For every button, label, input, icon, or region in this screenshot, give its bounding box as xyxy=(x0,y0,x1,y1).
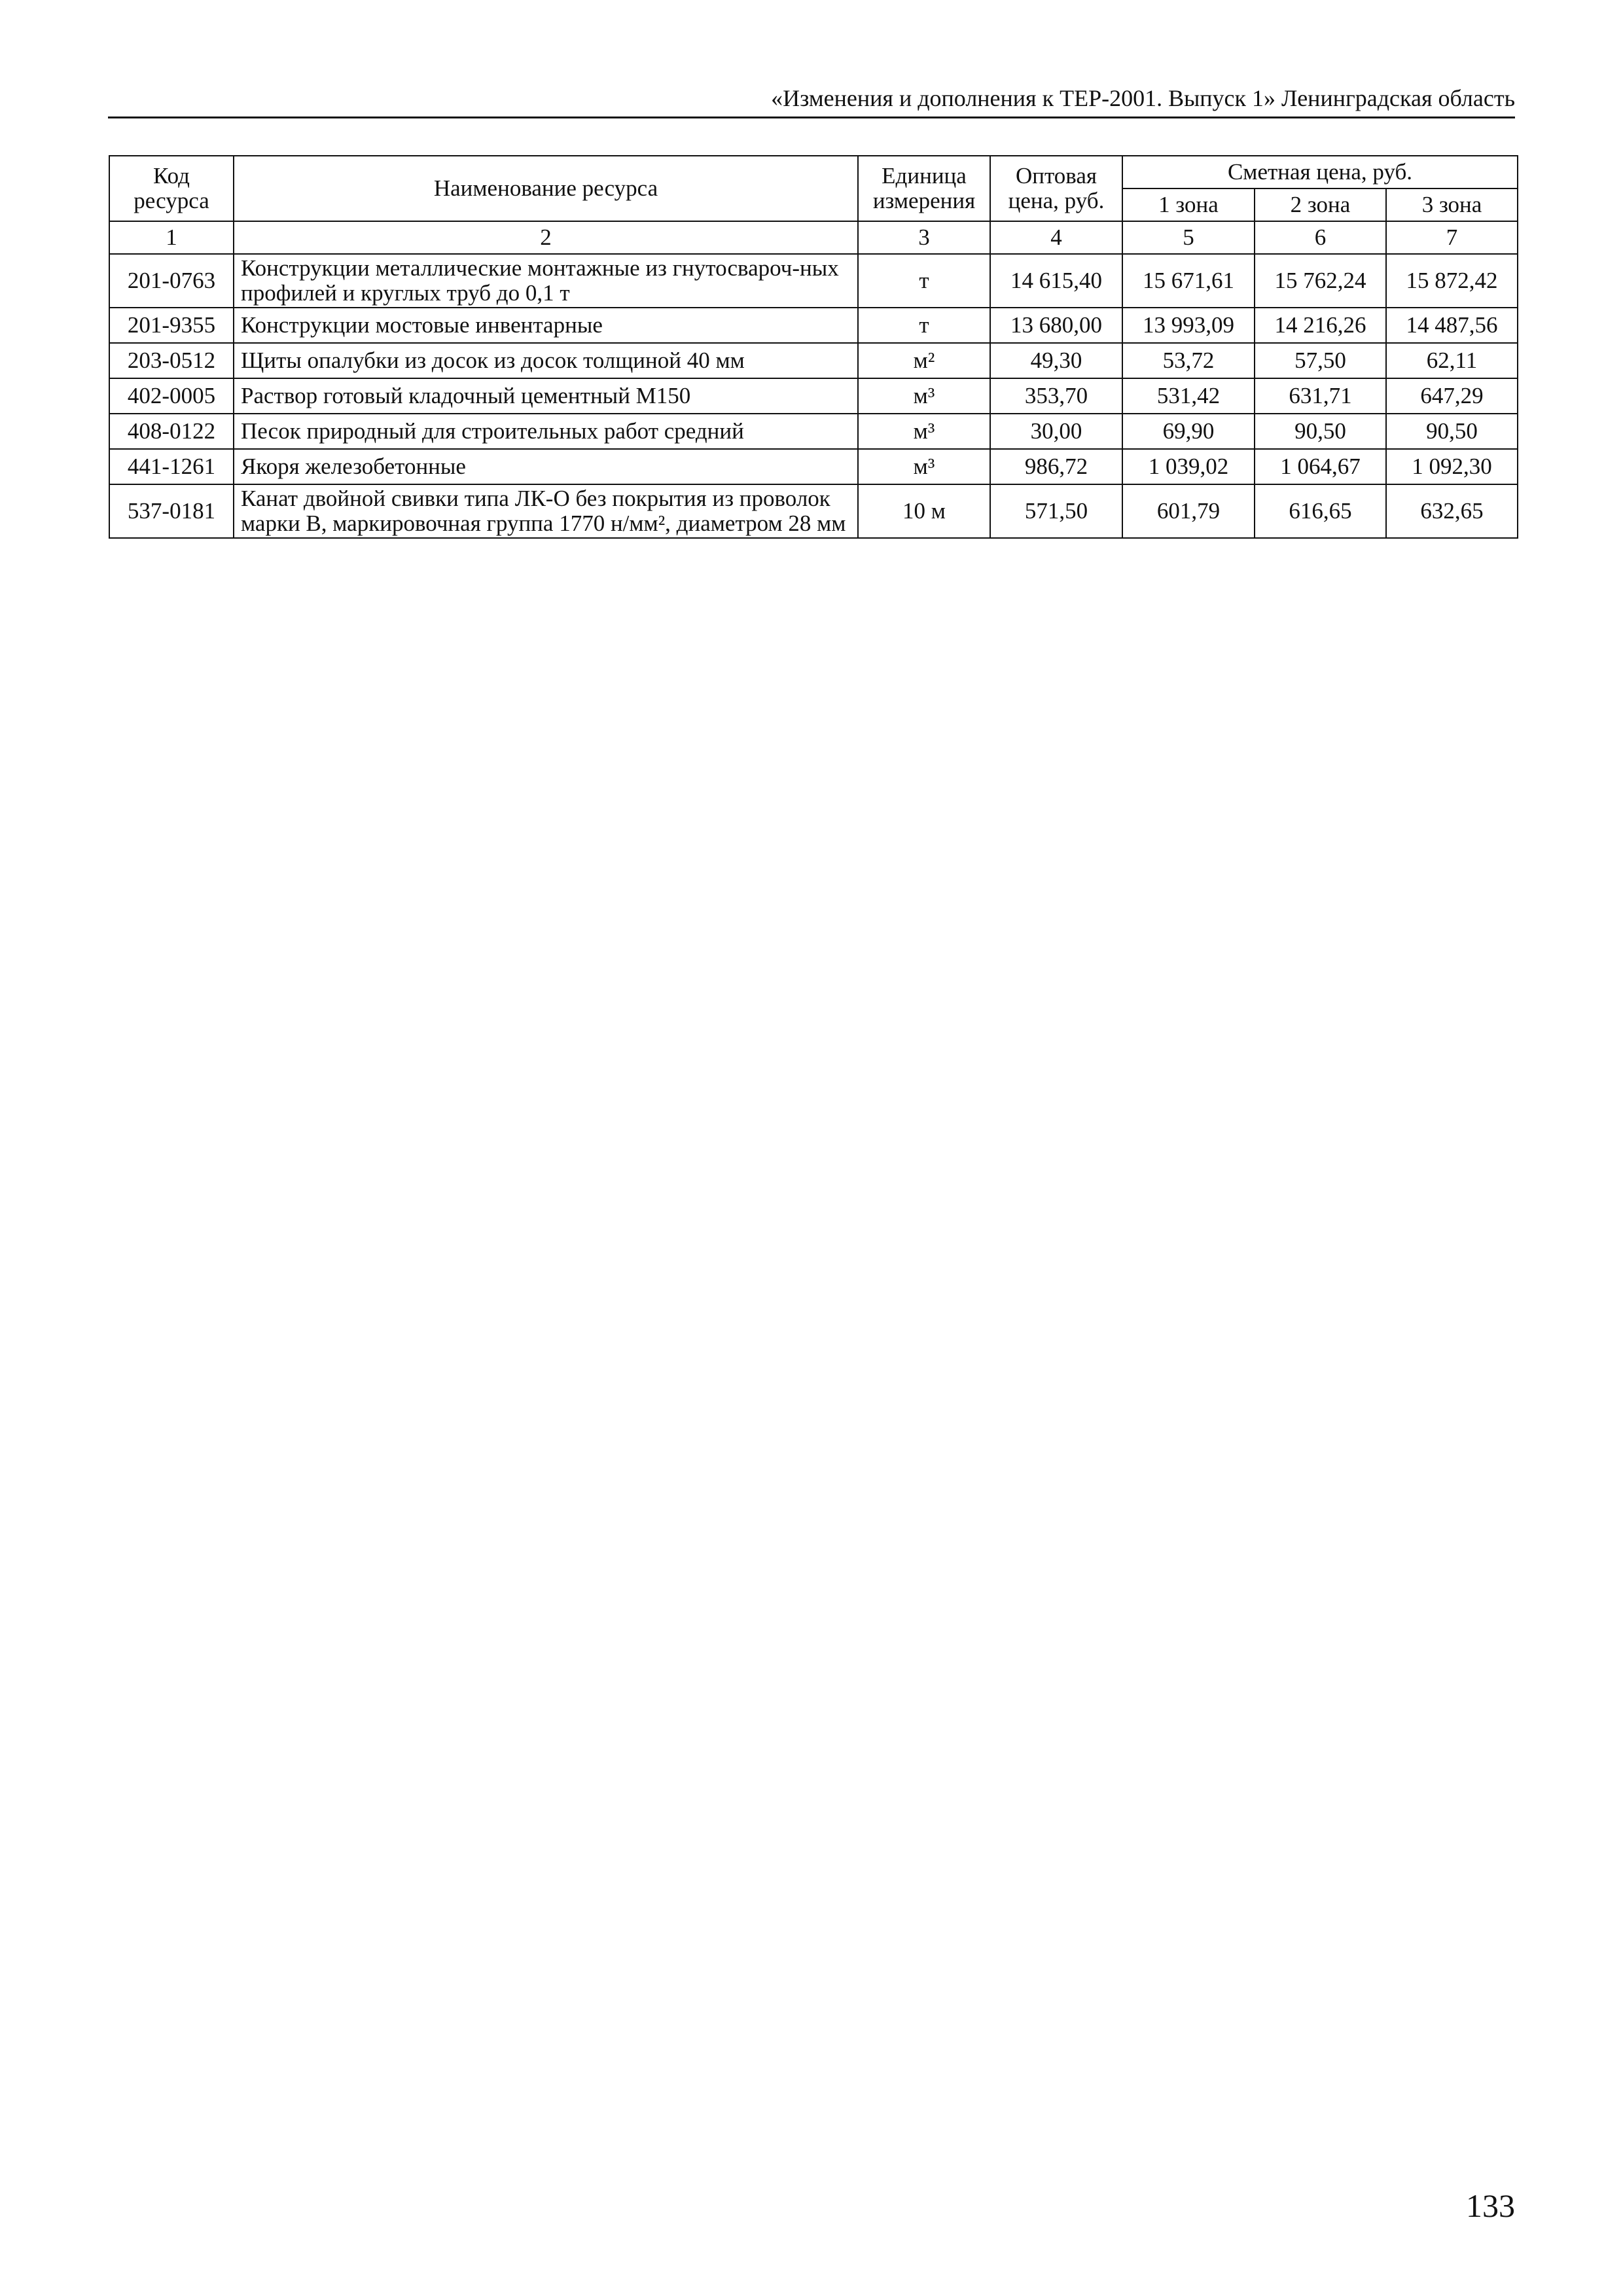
col-header-code xyxy=(109,156,234,221)
zone1-price: 601,79 xyxy=(1122,484,1255,538)
resource-code: 203-0512 xyxy=(109,343,234,378)
col-header-wholesale-line2: цена, руб. xyxy=(1008,188,1105,213)
column-number: 5 xyxy=(1122,221,1255,254)
zone3-price: 90,50 xyxy=(1386,414,1518,449)
zone3-price: 647,29 xyxy=(1386,378,1518,414)
table-row xyxy=(109,308,1518,343)
zone1-price: 1 039,02 xyxy=(1122,449,1255,484)
col-header-code-line1: Код xyxy=(153,163,190,188)
resource-name: Конструкции металлические монтажные из гнутосвароч-ных профилей и круглых труб до 0,1 т xyxy=(234,254,858,308)
table-row xyxy=(109,343,1518,378)
zone2-price: 15 762,24 xyxy=(1255,254,1386,308)
column-number: 7 xyxy=(1386,221,1518,254)
header-row-1 xyxy=(109,156,1518,188)
zone2-price: 57,50 xyxy=(1255,343,1386,378)
resource-code: 201-9355 xyxy=(109,308,234,343)
zone3-price: 632,65 xyxy=(1386,484,1518,538)
unit: м³ xyxy=(858,449,990,484)
zone1-price: 69,90 xyxy=(1122,414,1255,449)
page-number: 133 xyxy=(1466,2187,1515,2224)
unit: 10 м xyxy=(858,484,990,538)
resource-name: Щиты опалубки из досок из досок толщиной 40 мм xyxy=(234,343,858,378)
wholesale-price: 13 680,00 xyxy=(990,308,1122,343)
resource-code: 402-0005 xyxy=(109,378,234,414)
resource-name: Канат двойной свивки типа ЛК-О без покрытия из проволок марки В, маркировочная группа 1770 н/мм², диаметром 28 мм xyxy=(234,484,858,538)
resource-code: 441-1261 xyxy=(109,449,234,484)
zone1-price: 13 993,09 xyxy=(1122,308,1255,343)
col-header-code-line2: ресурса xyxy=(134,188,209,213)
col-header-zone2: 2 зона xyxy=(1255,188,1386,221)
column-number: 6 xyxy=(1255,221,1386,254)
zone2-price: 14 216,26 xyxy=(1255,308,1386,343)
zone3-price: 62,11 xyxy=(1386,343,1518,378)
wholesale-price: 571,50 xyxy=(990,484,1122,538)
table-row xyxy=(109,414,1518,449)
table-row xyxy=(109,254,1518,308)
resource-code: 201-0763 xyxy=(109,254,234,308)
resource-code: 408-0122 xyxy=(109,414,234,449)
running-title: «Изменения и дополнения к ТЕР-2001. Выпуск 1» Ленинградская область xyxy=(771,85,1515,111)
zone2-price: 1 064,67 xyxy=(1255,449,1386,484)
unit: м² xyxy=(858,343,990,378)
resource-price-table xyxy=(109,155,1518,539)
col-header-unit xyxy=(858,156,990,221)
col-header-name: Наименование ресурса xyxy=(234,156,858,221)
column-number: 1 xyxy=(109,221,234,254)
col-header-wholesale xyxy=(990,156,1122,221)
unit: т xyxy=(858,254,990,308)
col-header-unit-line2: измерения xyxy=(872,188,976,213)
column-number: 4 xyxy=(990,221,1122,254)
zone1-price: 53,72 xyxy=(1122,343,1255,378)
wholesale-price: 49,30 xyxy=(990,343,1122,378)
column-number: 3 xyxy=(858,221,990,254)
column-number-row xyxy=(109,221,1518,254)
unit: т xyxy=(858,308,990,343)
zone1-price: 15 671,61 xyxy=(1122,254,1255,308)
zone2-price: 90,50 xyxy=(1255,414,1386,449)
column-number: 2 xyxy=(234,221,858,254)
resource-name: Раствор готовый кладочный цементный М150 xyxy=(234,378,858,414)
col-header-zone1: 1 зона xyxy=(1122,188,1255,221)
zone2-price: 616,65 xyxy=(1255,484,1386,538)
resource-name: Якоря железобетонные xyxy=(234,449,858,484)
running-header xyxy=(108,84,1515,118)
col-header-estimate-group: Сметная цена, руб. xyxy=(1122,156,1518,188)
zone3-price: 1 092,30 xyxy=(1386,449,1518,484)
zone2-price: 631,71 xyxy=(1255,378,1386,414)
table-row xyxy=(109,449,1518,484)
resource-code: 537-0181 xyxy=(109,484,234,538)
wholesale-price: 353,70 xyxy=(990,378,1122,414)
col-header-wholesale-line1: Оптовая xyxy=(1015,163,1097,188)
wholesale-price: 14 615,40 xyxy=(990,254,1122,308)
wholesale-price: 986,72 xyxy=(990,449,1122,484)
table-row xyxy=(109,378,1518,414)
zone3-price: 15 872,42 xyxy=(1386,254,1518,308)
unit: м³ xyxy=(858,378,990,414)
table-row xyxy=(109,484,1518,538)
wholesale-price: 30,00 xyxy=(990,414,1122,449)
zone1-price: 531,42 xyxy=(1122,378,1255,414)
resource-name: Конструкции мостовые инвентарные xyxy=(234,308,858,343)
col-header-unit-line1: Единица xyxy=(882,163,967,188)
unit: м³ xyxy=(858,414,990,449)
zone3-price: 14 487,56 xyxy=(1386,308,1518,343)
resource-name: Песок природный для строительных работ средний xyxy=(234,414,858,449)
col-header-zone3: 3 зона xyxy=(1386,188,1518,221)
